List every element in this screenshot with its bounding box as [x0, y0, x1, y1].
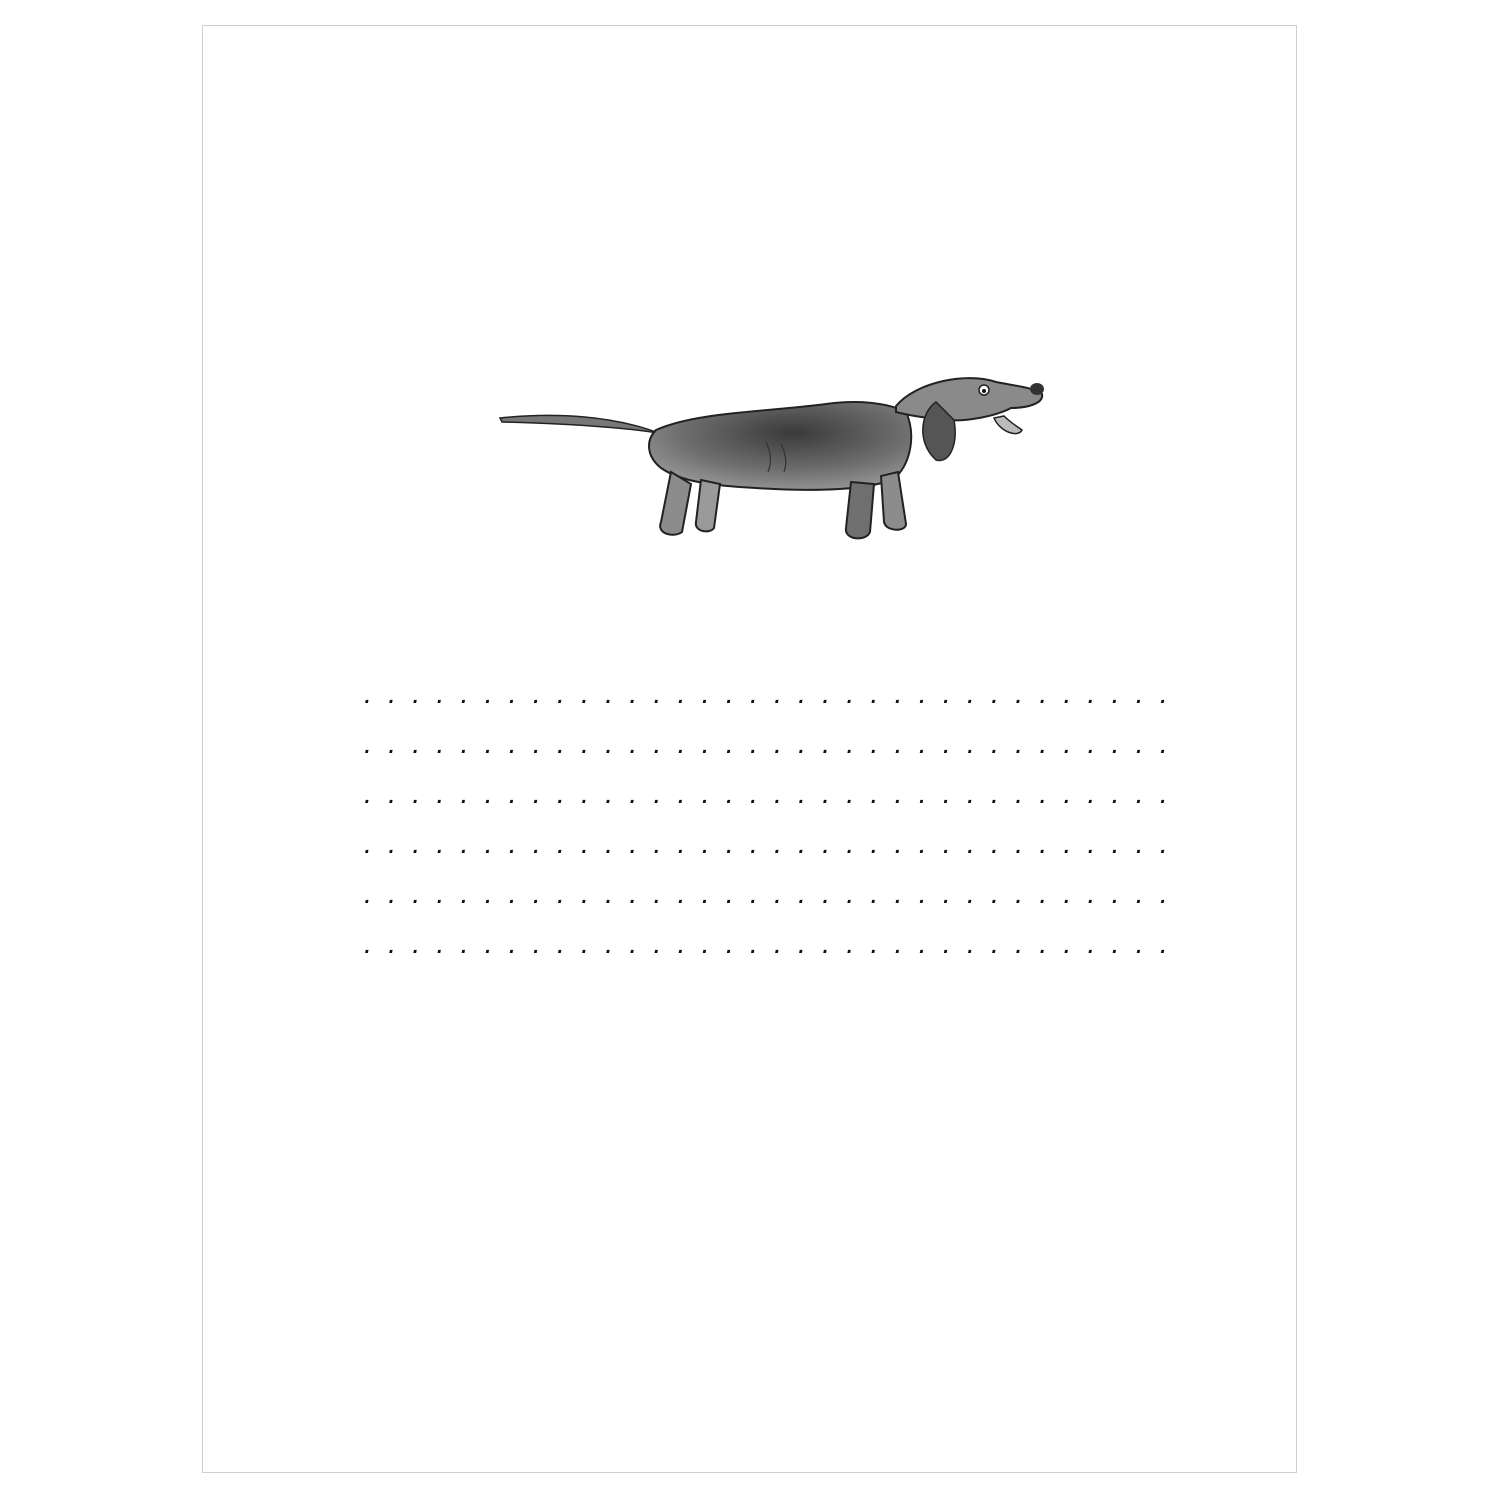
dachshund-illustration: [496, 372, 1056, 552]
toc-entry[interactable]: [358, 726, 1190, 762]
dot-leader: [364, 926, 1184, 962]
toc-entry-credit-line: [358, 926, 1190, 962]
toc-entry[interactable]: [358, 676, 1190, 712]
toc-entry[interactable]: [358, 826, 1190, 862]
toc-entry-credit-line: [358, 826, 1190, 862]
dot-leader: [364, 726, 1184, 762]
table-of-contents: [358, 676, 1190, 976]
dot-leader: [364, 826, 1184, 862]
dot-leader: [364, 776, 1184, 812]
dot-leader: [364, 676, 1184, 712]
toc-entry[interactable]: [358, 776, 1190, 812]
toc-entry-credit-line: [358, 726, 1190, 762]
toc-entry-credit-line: [358, 776, 1190, 812]
toc-entry-credit-line: [358, 876, 1190, 912]
dot-leader: [364, 876, 1184, 912]
toc-entry-credit-line: [358, 676, 1190, 712]
toc-entry[interactable]: [358, 926, 1190, 962]
toc-entry[interactable]: [358, 876, 1190, 912]
